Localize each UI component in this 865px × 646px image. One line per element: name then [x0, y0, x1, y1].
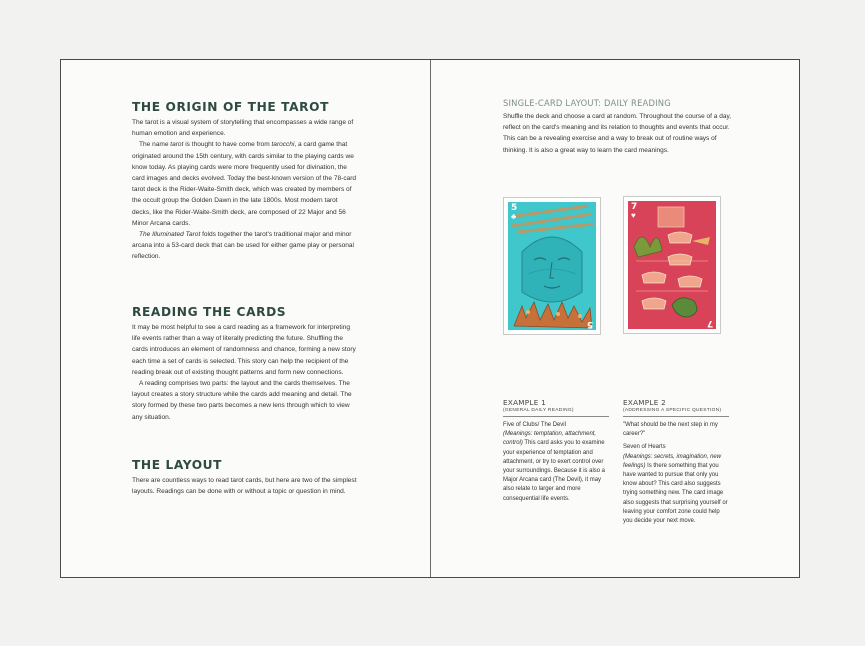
book-spread: [60, 59, 800, 578]
example2-question: "What should be the next step in my career?": [623, 422, 718, 438]
card1-rank-bottom: 5: [586, 319, 593, 329]
card2-rank-bottom: 7: [706, 318, 713, 328]
card2-rank-top: 7: [631, 202, 638, 212]
reading-heading: READING THE CARDS: [132, 305, 287, 319]
section-reading: [132, 305, 358, 423]
page-gutter: [430, 60, 431, 577]
single-card-layout-title: SINGLE-CARD LAYOUT: DAILY READING: [503, 98, 671, 108]
reading-paragraph-1: It may be most helpful to see a card reading as a framework for interpreting life events rather than a way of literally predicting the future. Shuffling the cards introduces an element of randomness and chance, forming a new story each time a set of cards is selected. This story can help the recipient of the reading break out of existing thought patterns and form new connections.: [132, 324, 356, 376]
layout-heading: THE LAYOUT: [132, 458, 223, 472]
card-five-of-clubs: [503, 197, 601, 335]
example1-divider: [503, 416, 609, 417]
card1-suit-top: ♣: [511, 212, 517, 221]
right-page: [503, 98, 733, 525]
example2-body: Seven of Hearts (Meanings: secrets, imagination, new feelings) Is there something that you have wanted to pursue that only you know about? This card also suggests trying something new. The card image also suggests that surprising yourself or leaving your comfort zone could help you decide your next move.: [623, 444, 728, 525]
section-origin: [132, 100, 358, 263]
layout-paragraph-1: There are countless ways to read tarot cards, but here are two of the simplest layouts. Readings can be done with or without a topic or question in mind.: [132, 477, 357, 496]
example1-body: Five of Clubs/ The Devil (Meanings: temptation, attachment, control) This card asks you to examine your experience of temptation and attachment, or try to exert control over your surroundings. Because it is also a Major Arcana card (The Devil), it may also relate to larger and more consequential life events.: [503, 422, 605, 502]
card-art-devil: [508, 202, 596, 330]
example2-subtitle: (ADDRESSING A SPECIFIC QUESTION): [623, 408, 722, 413]
example-1: [503, 398, 609, 504]
example1-subtitle: (GENERAL DAILY READING): [503, 408, 574, 413]
example-2: [623, 398, 729, 526]
origin-paragraph-1: The tarot is a visual system of storytelling that encompasses a wide range of human emotion and experience.: [132, 119, 354, 138]
example2-divider: [623, 416, 729, 417]
card-seven-of-hearts: [623, 196, 721, 334]
card1-rank-top: 5: [511, 203, 518, 213]
card2-suit-top: ♥: [631, 211, 636, 220]
example2-title: EXAMPLE 2: [623, 398, 667, 407]
section-layout: [132, 458, 358, 497]
card-art-hearts: [628, 201, 716, 329]
reading-paragraph-2: A reading comprises two parts: the layout and the cards themselves. The layout creates a story structure while the cards add meaning and detail. The story formed by these two parts becomes a new lens through which to view any situation.: [132, 380, 352, 421]
example1-title: EXAMPLE 1: [503, 398, 547, 407]
origin-paragraph-3: The Illuminated Tarot folds together the tarot's traditional major and minor arcana into a 53-card deck that can be used for either game play or personal reflection.: [132, 231, 354, 261]
origin-paragraph-2: The name tarot is thought to have come from tarocchi, a card game that originated around the 15th century, with cards similar to the playing cards we know today. As playing cards were more frequently used for divination, the card images and decks evolved. Today the best-known version of the 78-card tarot deck is the Rider-Waite-Smith deck, which was created by members of the occult group the Golden Dawn in the late 1800s. Most modern tarot decks, like the Rider-Waite-Smith deck, are composed of 22 Major and 56 Minor Arcana cards.: [132, 141, 357, 227]
origin-heading: THE ORIGIN OF THE TAROT: [132, 100, 330, 114]
single-card-intro: Shuffle the deck and choose a card at random. Throughout the course of a day, reflect on the card's meaning and its relation to thoughts and events that occur. This can be a revealing exercise and a way to break out of routine ways of thinking. It is also a great way to learn the card meanings.: [503, 113, 732, 154]
